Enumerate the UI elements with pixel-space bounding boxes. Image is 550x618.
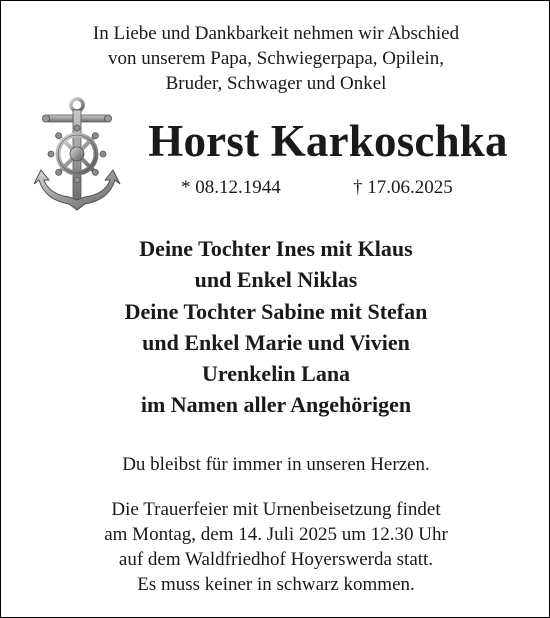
mourner-line: und Enkel Marie und Vivien	[142, 329, 410, 355]
service-line: Die Trauerfeier mit Urnenbeisetzung findet	[111, 499, 441, 520]
mourners-list	[1, 233, 550, 421]
mourner-line: Deine Tochter Sabine mit Stefan	[124, 298, 428, 324]
deceased-name: Horst Karkoschka	[148, 116, 508, 166]
funeral-service-info	[1, 497, 550, 597]
service-line: auf dem Waldfriedhof Hoyerswerda statt.	[118, 549, 434, 570]
service-line: am Montag, dem 14. Juli 2025 um 12.30 Uhr	[104, 524, 448, 545]
mourner-line: und Enkel Niklas	[194, 267, 358, 293]
intro-line: von unserem Papa, Schwiegerpapa, Opilein,	[107, 48, 445, 69]
mourner-line: im Namen aller Angehörigen	[140, 392, 412, 418]
memorial-quote: Du bleibst für immer in unseren Herzen.	[122, 454, 430, 475]
mourner-line: Urenkelin Lana	[201, 361, 351, 387]
service-line: Es muss keiner in schwarz kommen.	[137, 574, 415, 595]
life-dates	[1, 177, 550, 203]
intro-line: In Liebe und Dankbarkeit nehmen wir Abschied	[92, 23, 460, 44]
mourner-line: Deine Tochter Ines mit Klaus	[139, 236, 413, 261]
birth-date: * 08.12.1944	[181, 177, 281, 198]
intro-text	[1, 21, 550, 96]
death-date: † 17.06.2025	[353, 177, 453, 198]
intro-line: Bruder, Schwager und Onkel	[165, 73, 387, 94]
